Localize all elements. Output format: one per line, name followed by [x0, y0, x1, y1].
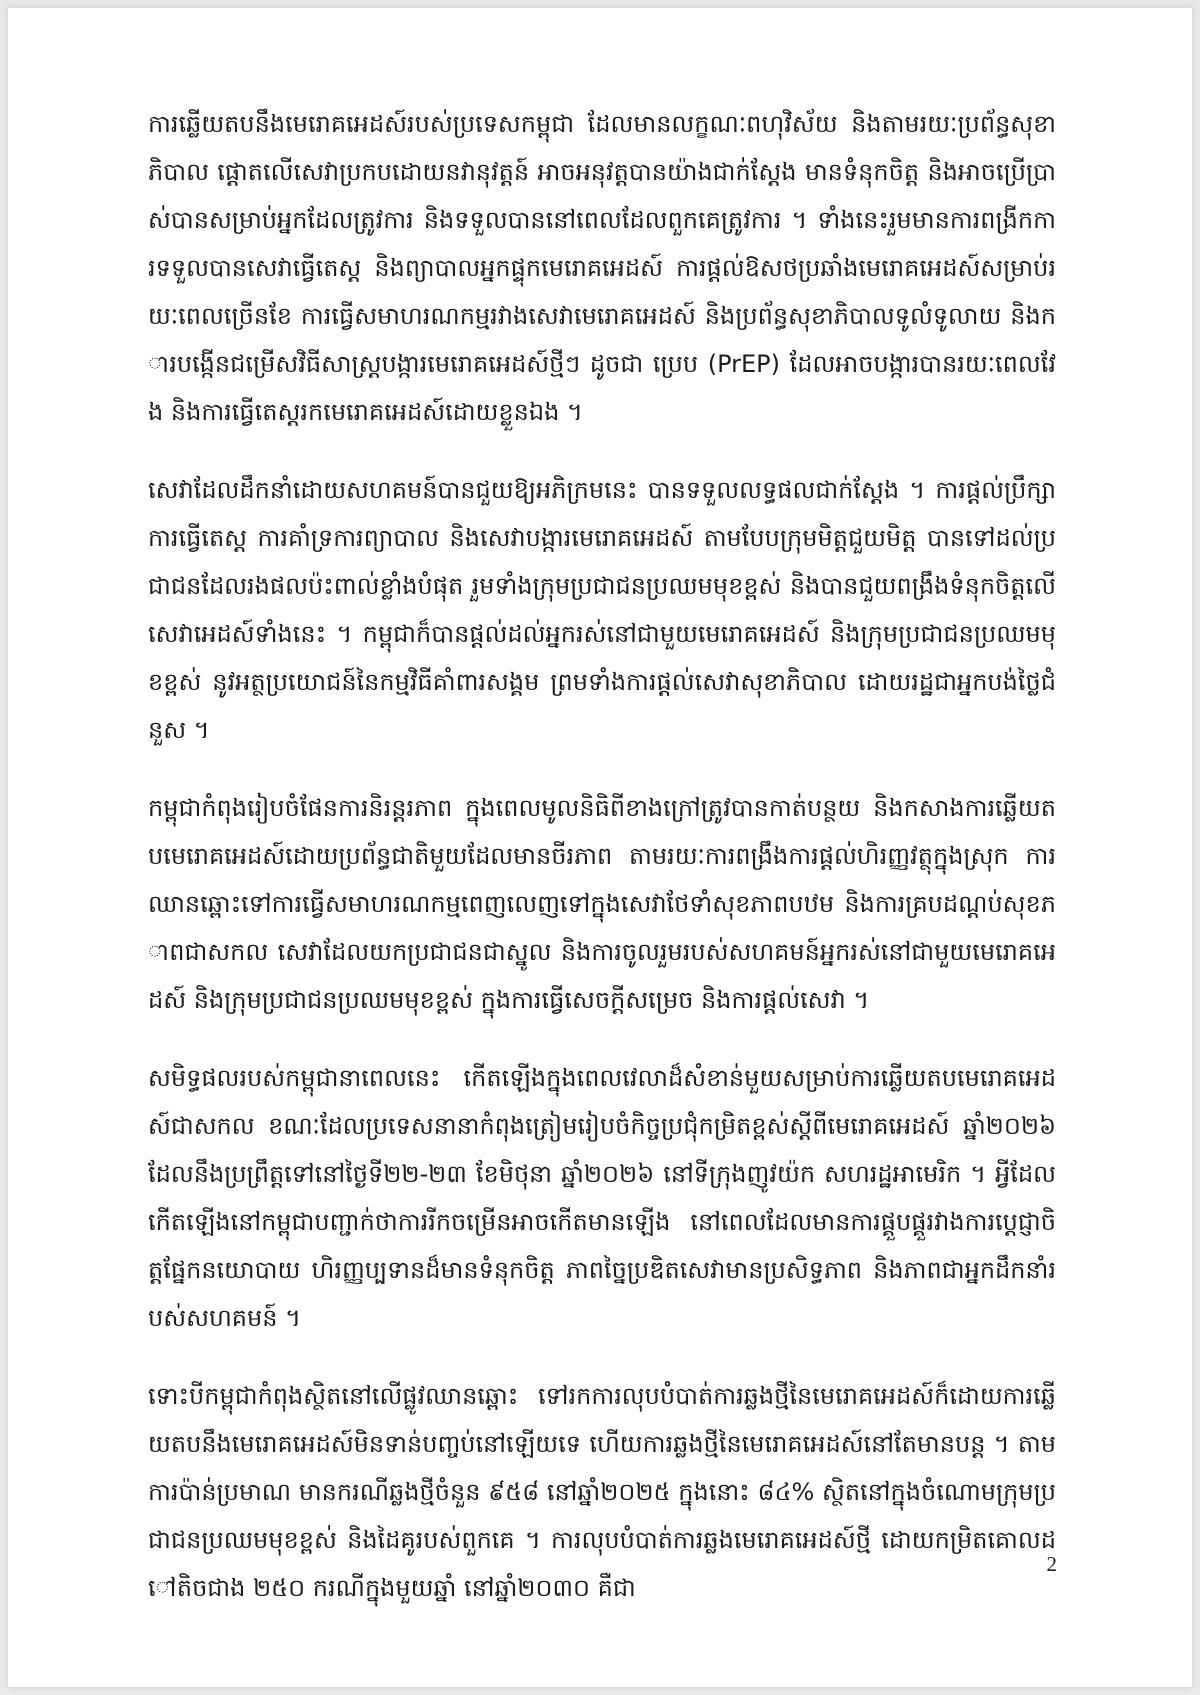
- document-body: [148, 100, 1056, 1642]
- paragraph: ការឆ្លើយតបនឹងមេរោគអេដស៍របស់ប្រទេសកម្ពុជា ដែលមានលក្ខណៈពហុវិស័យ និងតាមរយៈប្រព័ន្ធសុខាភិបាល ផ្តោតលើសេវាប្រកបដោយនវានុវត្តន៍ អាចអនុវត្តបានយ៉ាងជាក់ស្តែង មានទំនុកចិត្ត និងអាចប្រើប្រាស់បានសម្រាប់អ្នកដែលត្រូវការ និងទទួលបាននៅពេលដែលពួកគេត្រូវការ ។ ទាំងនេះរួមមានការពង្រីកការទទួលបានសេវាធ្វើតេស្ត និងព្យាបាលអ្នកផ្ទុកមេរោគអេដស៍ ការផ្តល់ឱសថប្រឆាំងមេរោគអេដស៍សម្រាប់រយៈពេលច្រើនខែ ការធ្វើសមាហរណកម្មរវាងសេវាមេរោគអេដស៍ និងប្រព័ន្ធសុខាភិបាលទូលំទូលាយ និងការបង្កើនជម្រើសវិធីសាស្ត្របង្ការមេរោគអេដស៍ថ្មីៗ ដូចជា ប្រេប (PrEP) ដែលអាចបង្ការបានរយៈពេលវែង និងការធ្វើតេស្តរកមេរោគអេដស៍ដោយខ្លួនឯង ។: [148, 110, 1056, 426]
- page-number: 2: [1046, 1552, 1057, 1576]
- paragraph: កម្ពុជាកំពុងរៀបចំផែនការនិរន្តរភាព ក្នុងពេលមូលនិធិពីខាងក្រៅត្រូវបានកាត់បន្ថយ និងកសាងការឆ្លើយតបមេរោគអេដស៍ដោយប្រព័ន្ធជាតិមួយដែលមានចីរភាព តាមរយៈការពង្រឹងការផ្តល់ហិរញ្ញវត្ថុក្នុងស្រុក ការឈានឆ្ពោះទៅការធ្វើសមាហរណកម្មពេញលេញទៅក្នុងសេវាថែទាំសុខភាពបឋម និងការគ្របដណ្តប់សុខភាពជាសកល សេវាដែលយកប្រជាជនជាស្នូល និងការចូលរួមរបស់សហគមន៍អ្នករស់នៅជាមួយមេរោគអេដស៍ និងក្រុមប្រជាជនប្រឈមមុខខ្ពស់ ក្នុងការធ្វើសេចក្តីសម្រេច និងការផ្តល់សេវា ។: [148, 794, 1056, 1014]
- paragraph: សេវាដែលដឹកនាំដោយសហគមន៍បានជួយឱ្យអភិក្រមនេះ បានទទួលលទ្ធផលជាក់ស្តែង ។ ការផ្តល់ប្រឹក្សា ការធ្វើតេស្ត ការគាំទ្រការព្យាបាល និងសេវាបង្ការមេរោគអេដស៍ តាមបែបក្រុមមិត្តជួយមិត្ត បានទៅដល់ប្រជាជនដែលរងផលប៉ះពាល់ខ្លាំងបំផុត រួមទាំងក្រុមប្រជាជនប្រឈមមុខខ្ពស់ និងបានជួយពង្រឹងទំនុកចិត្តលើសេវាអេដស៍ទាំងនេះ ។ កម្ពុជាក៏បានផ្តល់ដល់អ្នករស់នៅជាមួយមេរោគអេដស៍ និងក្រុមប្រជាជនប្រឈមមុខខ្ពស់ នូវអត្ថប្រយោជន៍នៃកម្មវិធីគាំពារសង្គម ព្រមទាំងការផ្តល់សេវាសុខាភិបាល ដោយរដ្ឋជាអ្នកបង់ថ្លៃជំនួស ។: [148, 476, 1056, 744]
- paragraph: ទោះបីកម្ពុជាកំពុងស្ថិតនៅលើផ្លូវឈានឆ្ពោះ ទៅរកការលុបបំបាត់ការឆ្លងថ្មីនៃមេរោគអេដស៍ក៏ដោយការឆ្លើយតបនឹងមេរោគអេដស៍មិនទាន់បញ្ចប់នៅឡើយទេ ហើយការឆ្លងថ្មីនៃមេរោគអេដស៍នៅតែមានបន្ត ។ តាមការប៉ាន់ប្រមាណ មានករណីឆ្លងថ្មីចំនួន ៩៥៨ នៅឆ្នាំ២០២៥ ក្នុងនោះ ៨៤% ស្ថិតនៅក្នុងចំណោមក្រុមប្រជាជនប្រឈមមុខខ្ពស់ និងដៃគូរបស់ពួកគេ ។ ការលុបបំបាត់ការឆ្លងមេរោគអេដស៍ថ្មី ដោយកម្រិតគោលដៅតិចជាង ២៥០ ករណីក្នុងមួយឆ្នាំ នៅឆ្នាំ២០៣០ គឺជា: [148, 1382, 1056, 1602]
- paragraph: សមិទ្ធផលរបស់កម្ពុជានាពេលនេះ កើតឡើងក្នុងពេលវេលាដ៏សំខាន់មួយសម្រាប់ការឆ្លើយតបមេរោគអេដស៍ជាសកល ខណៈដែលប្រទេសនានាកំពុងត្រៀមរៀបចំកិច្ចប្រជុំកម្រិតខ្ពស់ស្តីពីមេរោគអេដស៍ ឆ្នាំ២០២៦ ដែលនឹងប្រព្រឹត្តទៅនៅថ្ងៃទី២២-២៣ ខែមិថុនា ឆ្នាំ២០២៦ នៅទីក្រុងញូវយ៉ក សហរដ្ឋអាមេរិក ។ អ្វីដែលកើតឡើងនៅកម្ពុជាបញ្ជាក់ថាការរីកចម្រើនអាចកើតមានឡើង នៅពេលដែលមានការផ្គួបផ្គួរវាងការប្តេជ្ញាចិត្តផ្នែកនយោបាយ ហិរញ្ញប្បទានដ៏មានទំនុកចិត្ត ភាពច្នៃប្រឌិតសេវាមានប្រសិទ្ធភាព និងភាពជាអ្នកដឹកនាំរបស់សហគមន៍ ។: [148, 1064, 1056, 1332]
- document-page: [8, 8, 1192, 1687]
